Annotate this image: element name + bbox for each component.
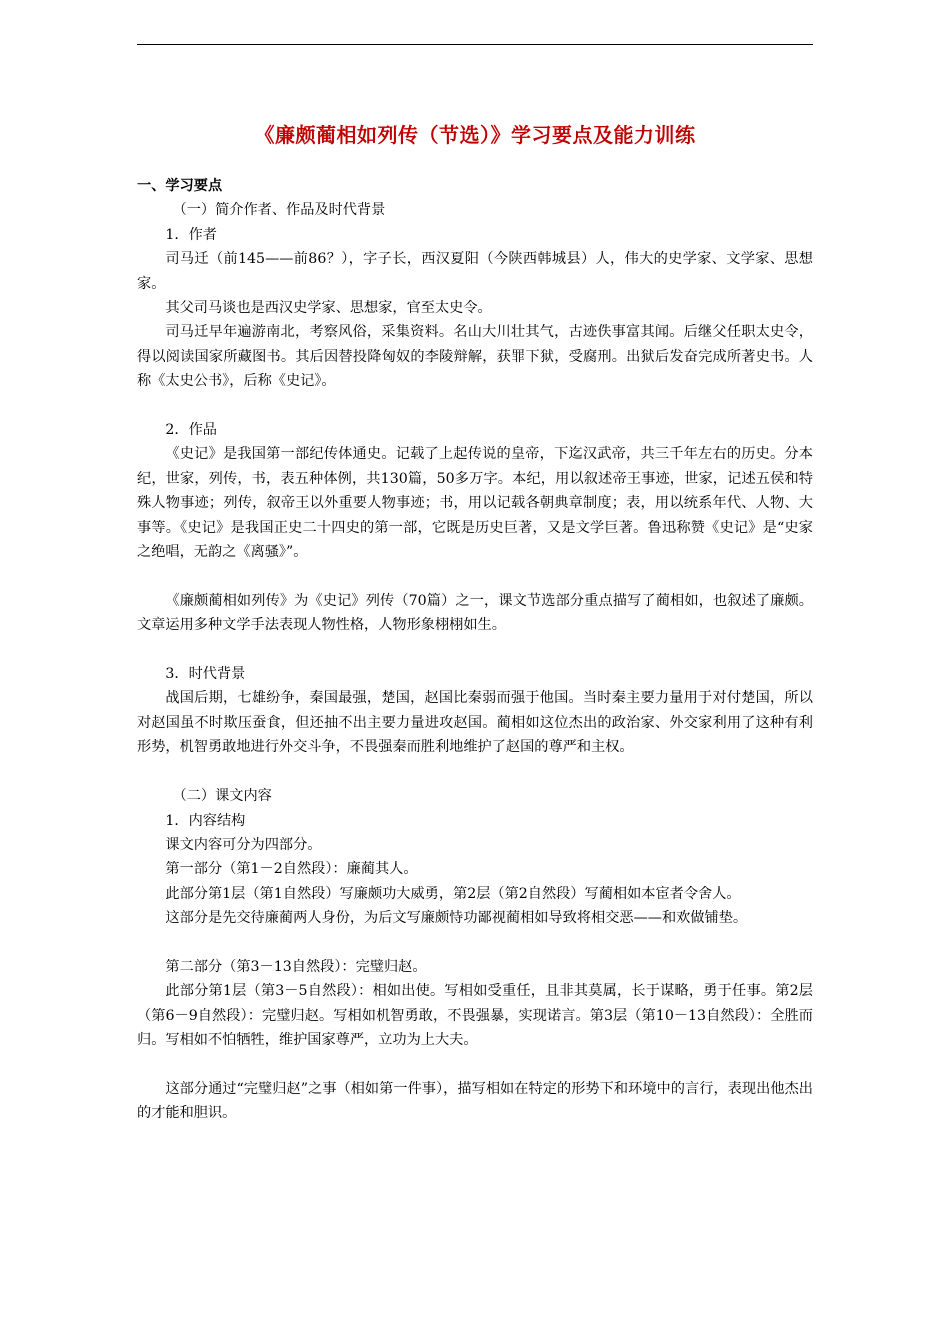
section-content-heading: （二）课文内容 xyxy=(172,788,272,805)
document-body xyxy=(137,174,813,1126)
paragraph-part-one: 第一部分（第1－2自然段）：廉蔺其人。 xyxy=(165,861,418,878)
paragraph-part-two: 第二部分（第3－13自然段）：完璧归赵。 xyxy=(165,958,427,975)
paragraph-lianpo-biography: 《廉颇蔺相如列传》为《史记》列传（70篇）之一，课文节选部分重点描写了蔺相如，也叙述了廉颇。文章运用多种文学手法表现人物性格，人物形象栩栩如生。 xyxy=(137,592,813,634)
paragraph-shiji: 《史记》是我国第一部纪传体通史。记载了上起传说的皇帝，下迄汉武帝，共三千年左右的历史。分本纪，世家，列传，书，表五种体例，共130篇，50多万字。本纪，用以叙述帝王事迹，世家，记述五侯和特殊人物事迹；列传，叙帝王以外重要人物事迹；书，用以记载各朝典章制度；表，用以统系年代、人物、大事等。《史记》是我国正史二十四史的第一部，它既是历史巨著，又是文学巨著。鲁迅称赞《史记》是“史家之绝唱，无韵之《离骚》”。 xyxy=(137,446,813,561)
paragraph-part-one-summary: 这部分是先交待廉蔺两人身份，为后文写廉颇恃功鄙视蔺相如导致将相交恶——和欢做铺垫。 xyxy=(165,910,748,927)
paragraph-author-life: 司马迁早年遍游南北，考察风俗，采集资料。名山大川壮其气，古迹佚事富其闻。后继父任职太史令，得以阅读国家所藏图书。其后因替投降匈奴的李陵辩解，获罪下狱，受腐刑。出狱后发奋完成所著史书。人称《太史公书》，后称《史记》。 xyxy=(137,324,813,390)
blank-line xyxy=(137,760,813,784)
heading-study-points: 一、学习要点 xyxy=(137,178,223,194)
paragraph-part-two-layers: 此部分第1层（第3－5自然段）：相如出使。写相如受重任，且非其莫属，长于谋略，勇于任事。第2层（第6－9自然段）：完璧归赵。写相如机智勇敢，不畏强暴，实现诺言。第3层（第10－13自然段）：全胜而归。写相如不怕牺牲，维护国家尊严，立功为上大夫。 xyxy=(137,983,813,1049)
paragraph-background: 战国后期，七雄纷争，秦国最强，楚国，赵国比秦弱而强于他国。当时秦主要力量用于对付楚国，所以对赵国虽不时欺压蚕食，但还抽不出主要力量进攻赵国。蔺相如这位杰出的政治家、外交家利用了这种有利形势，机智勇敢地进行外交斗争，不畏强秦而胜利地维护了赵国的尊严和主权。 xyxy=(137,690,813,756)
item-background-heading: 3．时代背景 xyxy=(165,666,246,683)
paragraph-part-two-summary: 这部分通过“完璧归赵”之事（相如第一件事），描写相如在特定的形势下和环境中的言行，表现出他杰出的才能和胆识。 xyxy=(137,1080,813,1122)
item-structure-heading: 1．内容结构 xyxy=(165,812,246,829)
paragraph-author-intro: 司马迁（前145——前86？），字子长，西汉夏阳（今陕西韩城县）人，伟大的史学家、文学家、思想家。 xyxy=(137,251,813,292)
paragraph-father: 其父司马谈也是西汉史学家、思想家，官至太史令。 xyxy=(165,300,492,317)
document-title: 《廉颇蔺相如列传（节选）》学习要点及能力训练 xyxy=(254,123,696,147)
header-rule xyxy=(137,44,813,45)
blank-line xyxy=(137,394,813,418)
blank-line xyxy=(137,638,813,662)
item-works-heading: 2．作品 xyxy=(165,422,217,439)
paragraph-four-parts: 课文内容可分为四部分。 xyxy=(165,836,322,853)
section-intro-heading: （一）简介作者、作品及时代背景 xyxy=(172,202,386,219)
item-author-heading: 1．作者 xyxy=(165,226,217,243)
blank-line xyxy=(137,931,813,955)
blank-line xyxy=(137,564,813,588)
blank-line xyxy=(137,1053,813,1077)
paragraph-part-one-layers: 此部分第1层（第1自然段）写廉颇功大威勇，第2层（第2自然段）写蔺相如本宦者令舍人。 xyxy=(165,885,741,902)
